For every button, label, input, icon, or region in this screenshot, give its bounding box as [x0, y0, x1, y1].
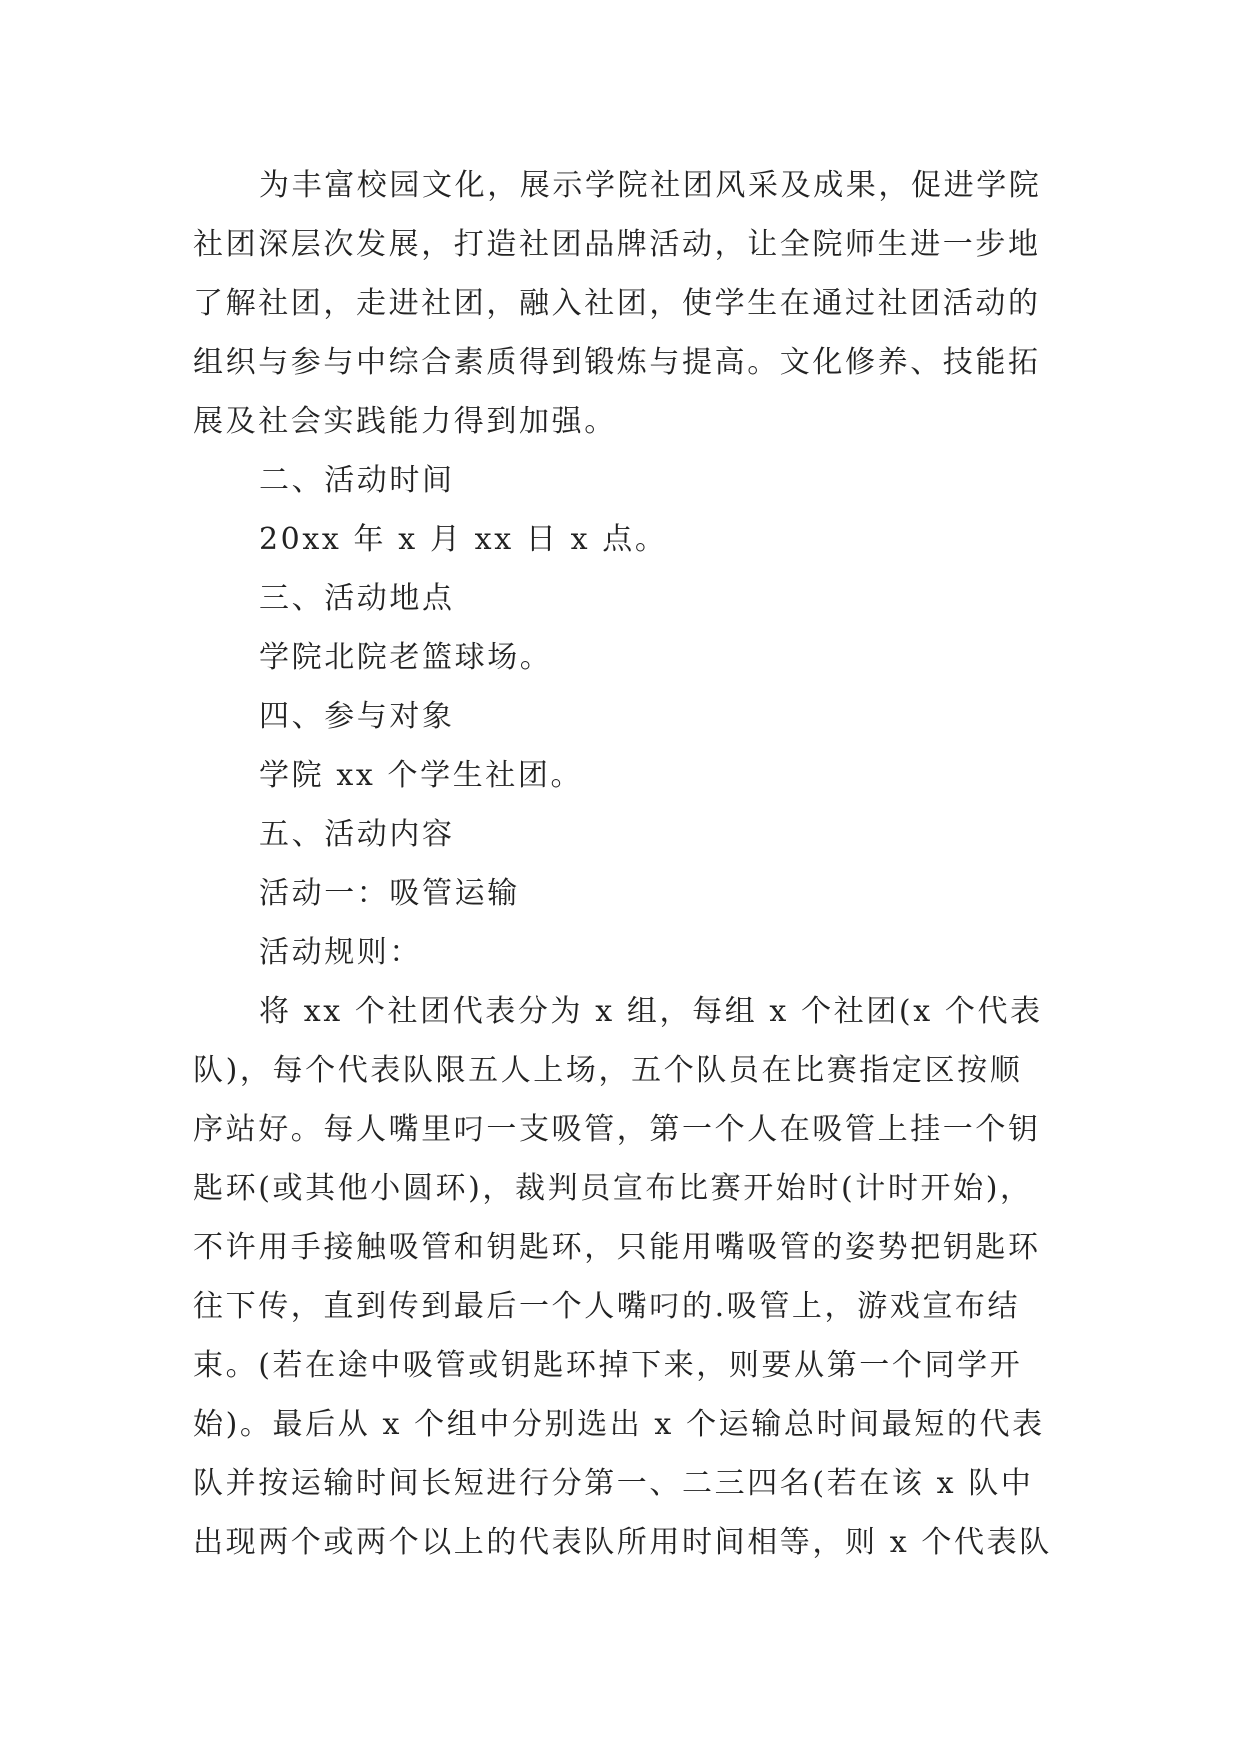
- text-line: 队)，每个代表队限五人上场，五个队员在比赛指定区按顺: [193, 1053, 1023, 1088]
- section-heading-participants: 四、参与对象: [259, 699, 455, 734]
- intro-paragraph: [193, 156, 1055, 451]
- activity-time-text: 20xx 年 x 月 xx 日 x 点。: [259, 522, 668, 557]
- text-line: 组织与参与中综合素质得到锻炼与提高。文化修养、技能拓: [193, 345, 1041, 380]
- activity-rules-label: 活动规则：: [259, 935, 422, 970]
- section-heading-location: 三、活动地点: [259, 581, 455, 616]
- text-line: 为丰富校园文化，展示学院社团风采及成果，促进学院: [259, 168, 1042, 203]
- text-line: 往下传，直到传到最后一个人嘴叼的.吸管上，游戏宣布结: [193, 1289, 1021, 1324]
- text-line: 匙环(或其他小圆环)，裁判员宣布比赛开始时(计时开始)，: [193, 1171, 1033, 1206]
- rules-paragraph: [193, 982, 1055, 1572]
- text-line: 队并按运输时间长短进行分第一、二三四名(若在该 x 队中: [193, 1466, 1034, 1501]
- section-heading-content: 五、活动内容: [259, 817, 455, 852]
- text-line: 始)。最后从 x 个组中分别选出 x 个运输总时间最短的代表: [193, 1407, 1045, 1442]
- document-body: [193, 156, 1055, 1572]
- text-line: 将 xx 个社团代表分为 x 组，每组 x 个社团(x 个代表: [259, 994, 1043, 1029]
- text-line: 序站好。每人嘴里叼一支吸管，第一个人在吸管上挂一个钥: [193, 1112, 1041, 1147]
- participants-text: 学院 xx 个学生社团。: [259, 758, 584, 793]
- text-line: 束。(若在途中吸管或钥匙环掉下来，则要从第一个同学开: [193, 1348, 1023, 1383]
- text-line: 了解社团，走进社团，融入社团，使学生在通过社团活动的: [193, 286, 1041, 321]
- activity-one-title: 活动一：吸管运输: [259, 876, 520, 911]
- text-line: 出现两个或两个以上的代表队所用时间相等，则 x 个代表队: [193, 1525, 1052, 1560]
- text-line: 不许用手接触吸管和钥匙环，只能用嘴吸管的姿势把钥匙环: [193, 1230, 1041, 1265]
- text-line: 展及社会实践能力得到加强。: [193, 404, 617, 439]
- section-heading-time: 二、活动时间: [259, 463, 455, 498]
- activity-location-text: 学院北院老篮球场。: [259, 640, 553, 675]
- text-line: 社团深层次发展，打造社团品牌活动，让全院师生进一步地: [193, 227, 1041, 262]
